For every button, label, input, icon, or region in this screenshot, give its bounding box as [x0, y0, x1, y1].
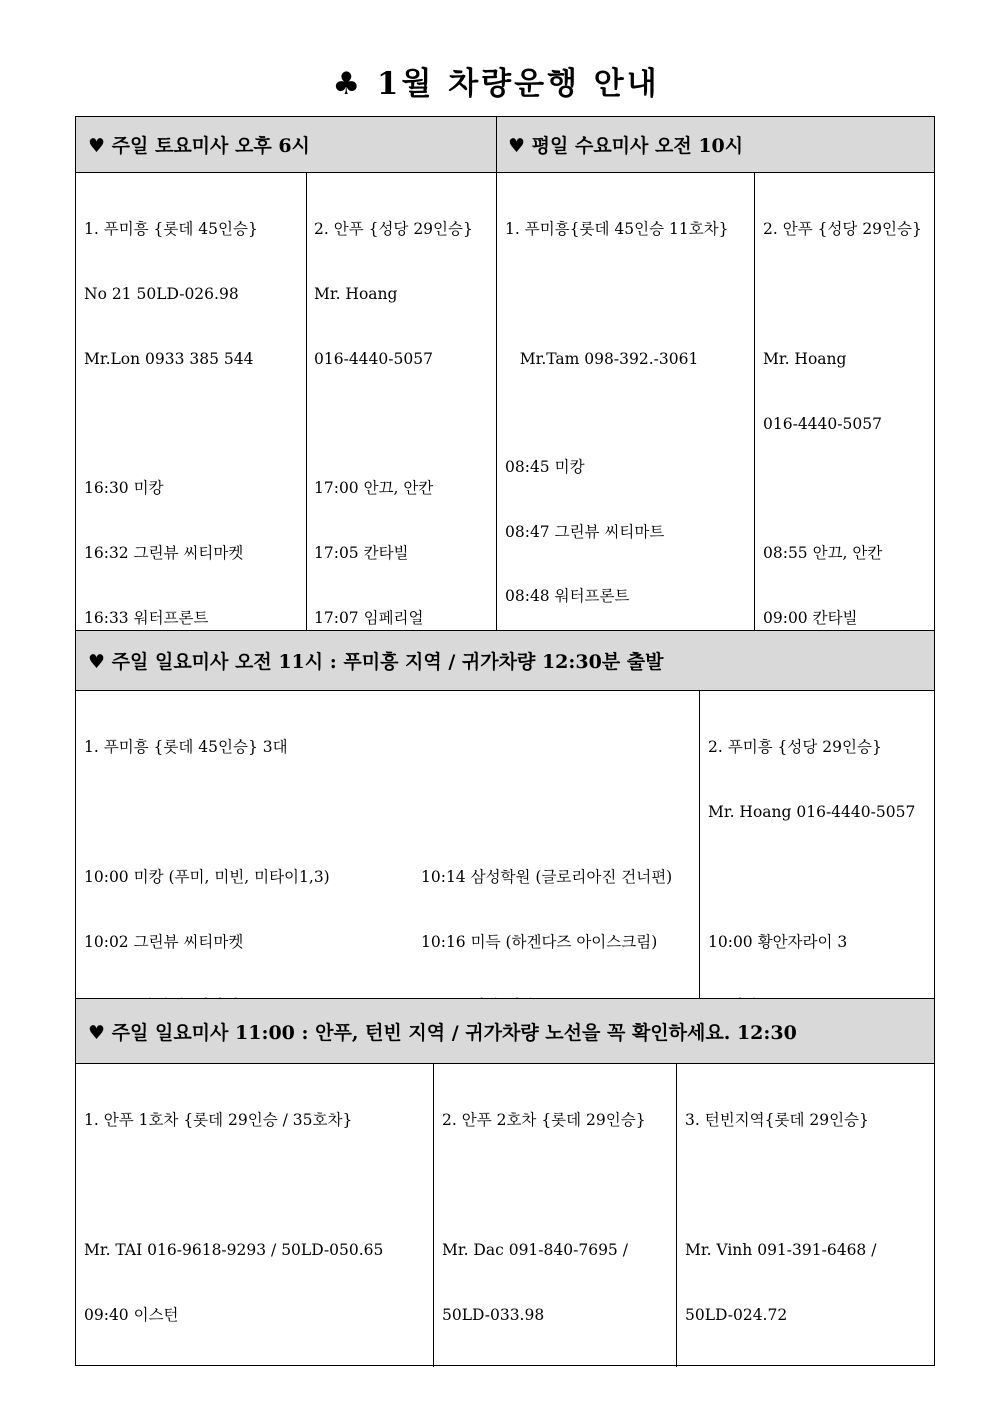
stop: 10:00 황안자라이 3 — [708, 932, 848, 951]
stop: 10:00 미캉 (푸미, 미빈, 미타이1,3) — [84, 867, 330, 886]
section-sunday-anphu-header: ♥ 주일 일요미사 11:00 : 안푸, 턴빈 지역 / 귀가차량 노선을 꼭 확인하세요. 12:30 — [76, 999, 934, 1064]
route-heading: 1. 푸미흥 {롯데 45인승} 3대 — [84, 738, 288, 757]
section-saturday-header: ♥ 주일 토요미사 오후 6시 — [76, 117, 496, 173]
driver-phone: 016-4440-5057 — [763, 414, 882, 433]
vehicle-number: No 21 50LD-026.98 — [84, 284, 239, 303]
wednesday-route-2 — [755, 173, 934, 630]
saturday-route-1 — [76, 173, 306, 630]
sunday-phumyhung-route-1 — [76, 691, 416, 998]
driver-info: Mr. TAI 016-9618-9293 / 50LD-050.65 — [84, 1240, 384, 1259]
section-sunday-phumyhung-header: ♥ 주일 일요미사 오전 11시 : 푸미흥 지역 / 귀가차량 12:30분 출발 — [76, 631, 934, 691]
section-wednesday-header: ♥ 평일 수요미사 오전 10시 — [496, 117, 934, 173]
driver-info: Mr. Hoang — [314, 284, 398, 303]
schedule-table — [75, 116, 935, 1366]
route-heading: 2. 안푸 {성당 29인승} — [763, 220, 922, 239]
stop: 08:48 워터프론트 — [505, 587, 630, 606]
page-title: ♣ 1월 차량운행 안내 — [332, 66, 660, 102]
sunday-phumyhung-route-1-continued — [413, 691, 699, 998]
route-heading: 3. 턴빈지역{롯데 29인승} — [685, 1111, 869, 1130]
driver-info: Mr. Hoang — [763, 349, 847, 368]
sunday-anphu-route-2 — [434, 1064, 676, 1366]
driver-info: Mr. Dac 091-840-7695 / — [442, 1240, 628, 1259]
stop: 16:30 미캉 — [84, 479, 164, 498]
stop: 08:45 미캉 — [505, 457, 585, 476]
stop: 10:02 그린뷰 씨티마켓 — [84, 932, 244, 951]
stop: 10:14 삼성학원 (글로리아진 건너편) — [421, 867, 673, 886]
route-heading: 2. 안푸 {성당 29인승} — [314, 220, 473, 239]
stop: 08:55 안끄, 안칸 — [763, 544, 883, 563]
route-heading: 2. 푸미흥 {성당 29인승} — [708, 738, 882, 757]
sunday-phumyhung-route-2 — [700, 691, 934, 998]
stop: 09:40 이스턴 — [84, 1305, 179, 1324]
driver-info: Mr. Vinh 091-391-6468 / — [685, 1240, 877, 1259]
wednesday-route-1 — [497, 173, 754, 630]
driver-info: Mr.Lon 0933 385 544 — [84, 349, 254, 368]
vehicle-number: 50LD-033.98 — [442, 1305, 545, 1324]
stop: 17:05 칸타빌 — [314, 544, 409, 563]
stop: 16:33 워터프론트 — [84, 608, 209, 627]
route-heading: 2. 안푸 2호차 {롯데 29인승} — [442, 1111, 646, 1130]
route-heading: 1. 안푸 1호차 {롯데 29인승 / 35호차} — [84, 1111, 353, 1130]
saturday-route-2 — [306, 173, 496, 630]
vehicle-number: 50LD-024.72 — [685, 1305, 788, 1324]
stop: 17:00 안끄, 안칸 — [314, 479, 434, 498]
stop: 09:00 칸타빌 — [763, 608, 858, 627]
stop: 17:07 임페리얼 — [314, 608, 424, 627]
route-heading: 1. 푸미흥 {롯데 45인승} — [84, 220, 258, 239]
sunday-thanhbinh-route-3 — [677, 1064, 934, 1366]
driver-info: Mr. Hoang 016-4440-5057 — [708, 802, 916, 821]
stop: 16:32 그린뷰 씨티마켓 — [84, 544, 244, 563]
driver-phone: 016-4440-5057 — [314, 349, 433, 368]
stop: 08:47 그린뷰 씨티마트 — [505, 522, 665, 541]
stop: 10:16 미득 (하겐다즈 아이스크림) — [421, 932, 658, 951]
route-heading: 1. 푸미흥{롯데 45인승 11호차} — [505, 220, 729, 239]
sunday-anphu-route-1 — [76, 1064, 433, 1366]
driver-info: Mr.Tam 098-392.-3061 — [505, 349, 699, 368]
